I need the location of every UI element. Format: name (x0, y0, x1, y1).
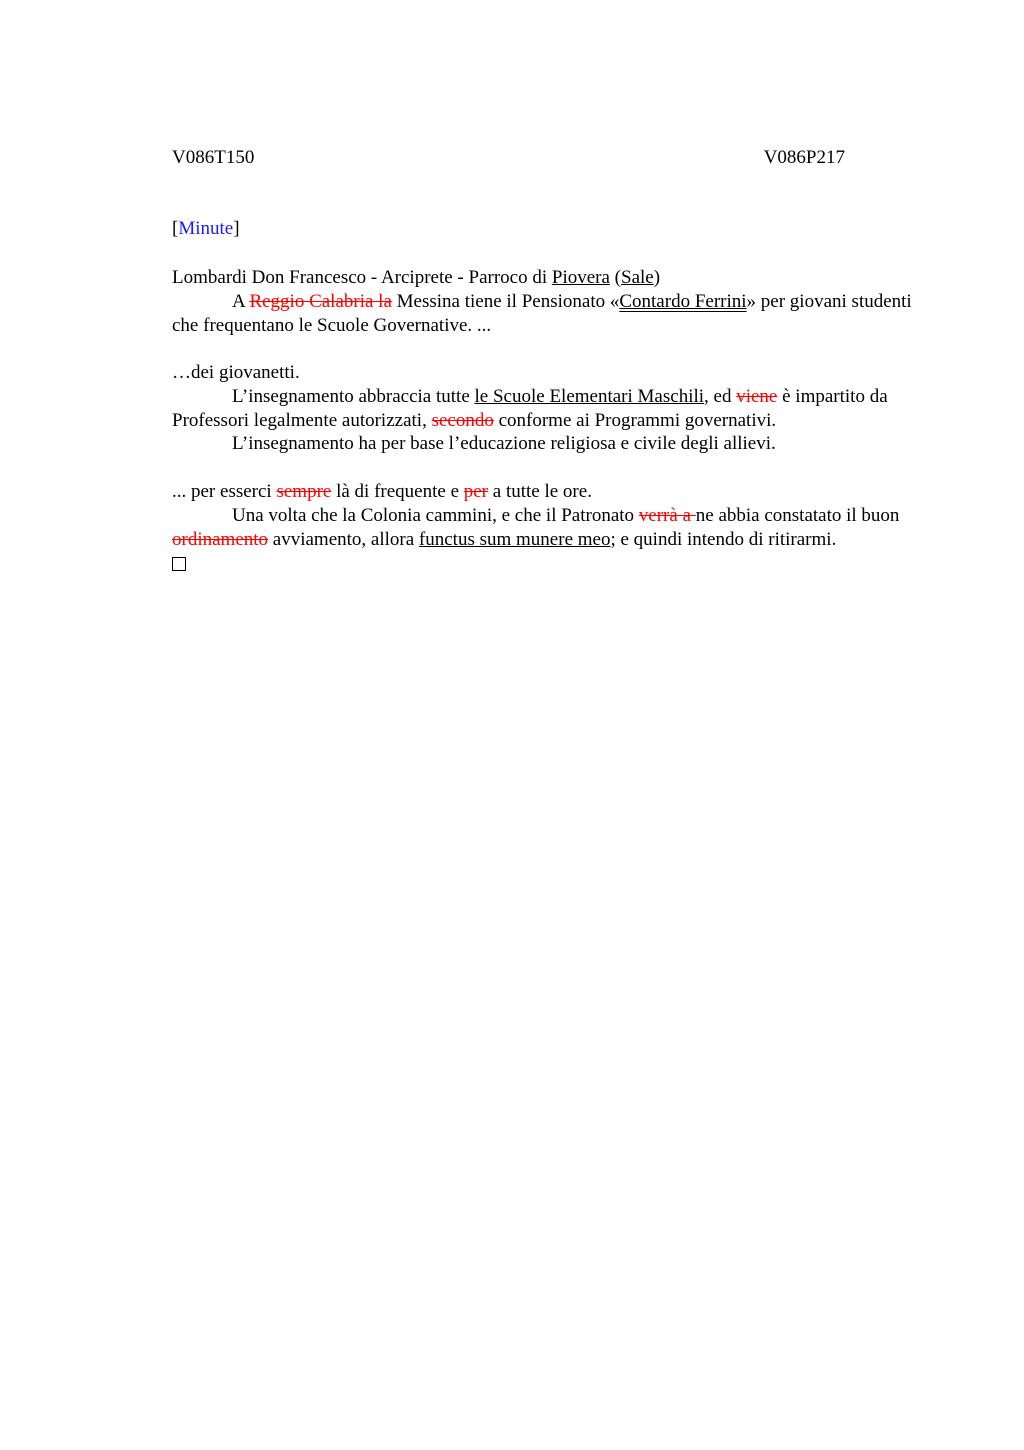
tag-close-bracket: ] (233, 218, 240, 239)
section-3 (172, 480, 924, 578)
paragraph-text: A (232, 290, 250, 312)
section-2-paragraph-2: L’insegnamento ha per base l’educazione religiosa e civile degli allievi. (232, 433, 776, 455)
paragraph-text: ... per esserci (172, 481, 277, 502)
paragraph-text: , ed (704, 385, 737, 407)
section-3-paragraph (172, 504, 924, 552)
section-3-opening (172, 480, 924, 504)
section-2-paragraph-1 (172, 385, 924, 433)
deleted-text: per (463, 481, 489, 502)
paragraph-text: là di frequente e (331, 481, 464, 502)
paragraph-text: ; e quindi intendo di ritirarmi. (610, 528, 837, 550)
paragraph-text: Messina tiene il Pensionato « (391, 290, 620, 312)
section-1-paragraph (172, 290, 924, 338)
title-text: Lombardi Don Francesco - Arciprete - Parroco di (172, 267, 552, 288)
paragraph-text: è impartito da Professori legalmente autorizzati, (172, 385, 888, 431)
deleted-text: secondo (431, 409, 494, 431)
paragraph-text: Una volta che la Colonia cammini, e che il Patronato (232, 504, 639, 526)
deleted-text: viene (736, 385, 778, 407)
document-code-right: V086P217 (763, 147, 845, 168)
paragraph-text: » per giovani studenti che frequentano le Scuole Governative. ... (172, 290, 912, 336)
paragraph-text: ne abbia constatato il buon (695, 504, 900, 526)
paragraph-text: conforme ai Programmi governativi. (493, 409, 777, 431)
document-code-left: V086T150 (172, 147, 255, 168)
title-text: ) (653, 267, 661, 288)
section-2 (172, 361, 924, 456)
underlined-text: functus sum munere meo (418, 528, 611, 550)
deleted-text: ordinamento (172, 528, 269, 550)
empty-square-icon (172, 557, 186, 571)
tag-open-bracket: [ (172, 218, 179, 239)
underlined-text: le Scuole Elementari Maschili (474, 385, 705, 407)
place-sale: Sale (621, 267, 654, 288)
deleted-text: Reggio Calabria la (249, 290, 392, 312)
document-type-tag (172, 217, 924, 241)
paragraph-text: L’insegnamento abbraccia tutte (232, 385, 475, 407)
section-1 (172, 266, 924, 337)
place-piovera: Piovera (551, 267, 610, 288)
deleted-text: sempre (276, 481, 332, 502)
double-underlined-name: Contardo Ferrini (619, 290, 747, 312)
section-1-title (172, 266, 924, 290)
paragraph-text: a tutte le ore. (488, 481, 592, 502)
deleted-text: verrà a (638, 504, 696, 526)
page-header (172, 146, 845, 170)
tag-label: Minute (178, 218, 234, 239)
title-text: ( (609, 267, 621, 288)
paragraph-text: avviamento, allora (268, 528, 419, 550)
section-2-opening: …dei giovanetti. (172, 362, 300, 383)
